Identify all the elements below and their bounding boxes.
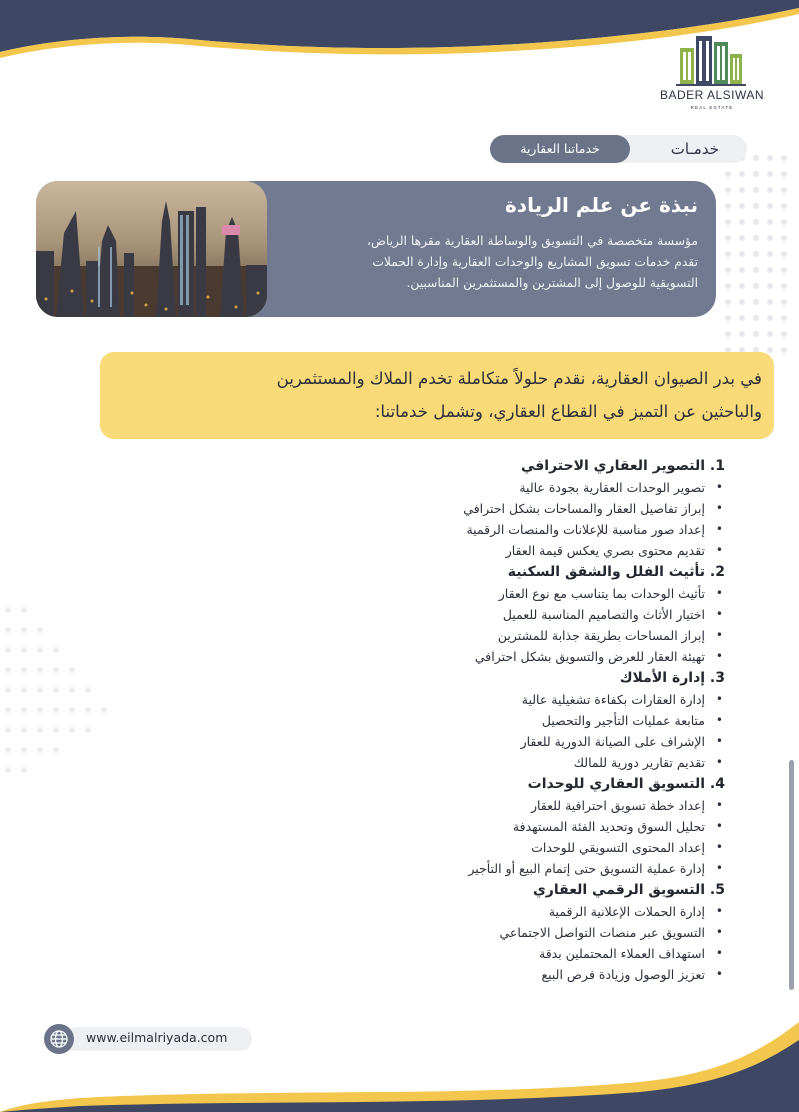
service-item: • التسويق عبر منصات التواصل الاجتماعي <box>499 925 723 940</box>
service-item: • إبراز المساحات بطريقة جذابة للمشترين <box>497 628 723 643</box>
dot-pattern-left <box>0 600 135 780</box>
about-card <box>36 181 716 317</box>
logo-tagline: REAL ESTATE <box>690 105 734 110</box>
service-item: • تأثيث الوحدات بما يتناسب مع نوع العقار <box>498 586 723 601</box>
service-title: 5. التسويق الرقمي العقاري <box>532 882 725 898</box>
service-item: • تقديم محتوى بصري يعكس قيمة العقار <box>505 543 723 558</box>
service-item: • إبراز تفاصيل العقار والمساحات بشكل احترافي <box>463 501 723 516</box>
service-title: 4. التسويق العقاري للوحدات <box>527 776 725 792</box>
about-line: مؤسسة متخصصة في التسويق والوساطة العقارية مقرها الرياض، <box>366 234 698 248</box>
service-section <box>255 667 725 773</box>
service-item: • استهداف العملاء المحتملين بدقة <box>539 946 723 961</box>
service-section <box>255 455 725 561</box>
service-item: • إدارة عملية التسويق حتى إتمام البيع أو التأجير <box>468 861 723 876</box>
riyadh-skyline-image <box>36 181 267 317</box>
services-list <box>255 455 725 985</box>
scrollbar-thumb[interactable] <box>789 760 794 990</box>
service-item: • تهيئة العقار للعرض والتسويق بشكل احترافي <box>474 649 723 664</box>
service-item: • الإشراف على الصيانة الدورية للعقار <box>520 734 723 749</box>
company-logo <box>659 34 765 114</box>
service-item: • إعداد صور مناسبة للإعلانات والمنصات الرقمية <box>466 522 723 537</box>
service-item: • تحليل السوق وتحديد الفئة المستهدفة <box>512 819 723 834</box>
bottom-wave-decoration <box>0 1022 799 1112</box>
service-title: 2. تأثيث الفلل والشقق السكنية <box>507 564 725 580</box>
tab-services[interactable]: خدمـات <box>670 140 719 158</box>
service-item: • تصوير الوحدات العقارية بجودة عالية <box>519 480 723 495</box>
intro-box <box>100 352 774 439</box>
buildings-logo-icon <box>676 34 746 86</box>
tab-real-estate-services[interactable]: خدماتنا العقارية <box>490 135 630 163</box>
about-line: تقدم خدمات تسويق المشاريع والوحدات العقارية وإدارة الحملات <box>372 255 698 269</box>
about-line: التسويقية للوصول إلى المشترين والمستثمرين المناسبين. <box>406 276 698 290</box>
service-item: • تعزيز الوصول وزيادة فرص البيع <box>541 967 723 982</box>
website-url[interactable]: www.eilmalriyada.com <box>86 1030 228 1045</box>
about-title: نبذة عن علم الريادة <box>505 193 698 217</box>
service-item: • إدارة الحملات الإعلانية الرقمية <box>548 904 723 919</box>
service-item: • إدارة العقارات بكفاءة تشغيلية عالية <box>521 692 723 707</box>
dot-pattern-right <box>720 150 795 360</box>
service-title: 1. التصوير العقاري الاحترافي <box>520 458 725 474</box>
service-item: • تقديم تقارير دورية للمالك <box>573 755 723 770</box>
about-description <box>268 231 698 294</box>
service-title: 3. إدارة الأملاك <box>619 670 725 686</box>
breadcrumb <box>490 135 747 163</box>
service-item: • متابعة عمليات التأجير والتحصيل <box>541 713 723 728</box>
intro-text <box>112 362 762 428</box>
logo-brand-name: BADER ALSIWAN <box>659 88 765 102</box>
intro-line: في بدر الصيوان العقارية، نقدم حلولاً متكاملة تخدم الملاك والمستثمرين <box>276 369 762 388</box>
intro-line: والباحثين عن التميز في القطاع العقاري، وتشمل خدماتنا: <box>374 402 762 421</box>
service-item: • اختيار الأثاث والتصاميم المناسبة للعميل <box>502 607 723 622</box>
service-item: • إعداد خطة تسويق احترافية للعقار <box>530 798 723 813</box>
service-section <box>255 773 725 879</box>
service-section <box>255 561 725 667</box>
service-section <box>255 879 725 985</box>
service-item: • إعداد المحتوى التسويقي للوحدات <box>531 840 723 855</box>
